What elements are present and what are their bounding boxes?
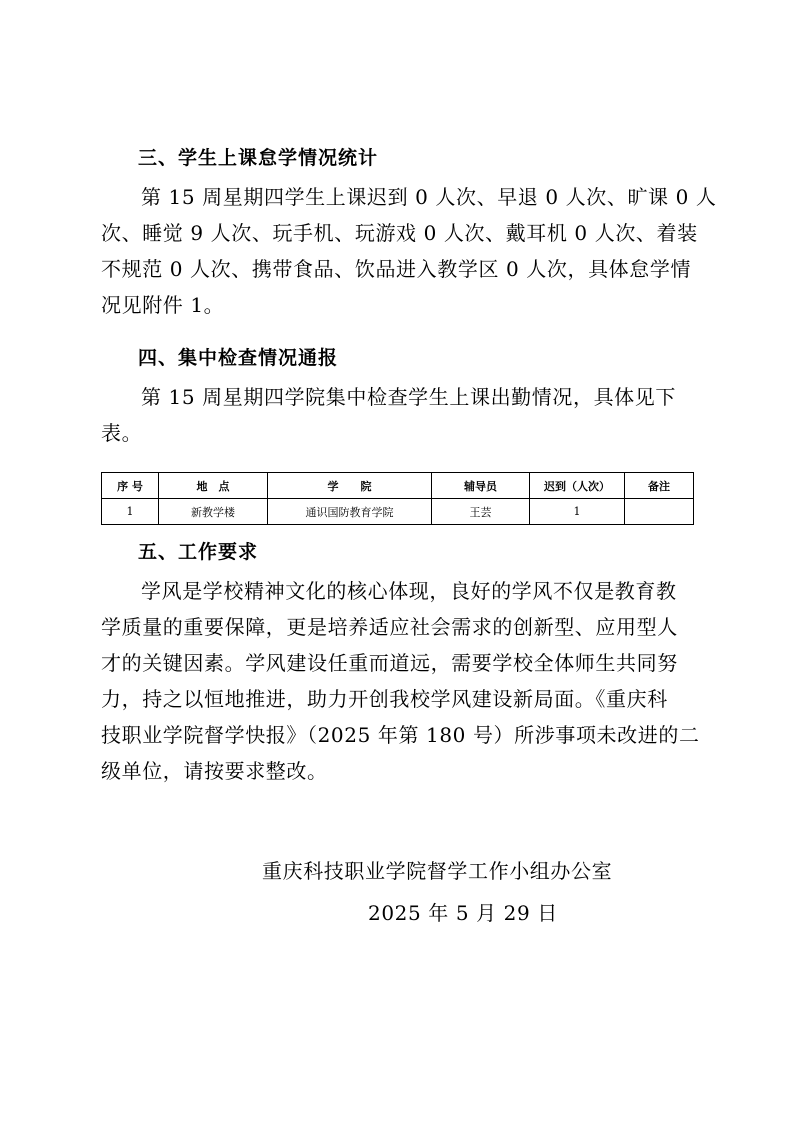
signature-date: 2025 年 5 月 29 日 [368, 901, 558, 925]
section-heading-student-absence: 三、学生上课怠学情况统计 [138, 147, 379, 169]
inspection-paragraph [101, 379, 693, 451]
paragraph-line: 表。 [101, 421, 143, 445]
requirements-paragraph [101, 573, 700, 789]
attendance-table [101, 472, 694, 525]
table-cell-college: 通识国防教育学院 [268, 499, 432, 525]
column-header-college: 学 院 [268, 473, 432, 499]
paragraph-line: 技职业学院督学快报》（2025 年第 180 号）所涉事项未改进的二 [101, 723, 700, 747]
paragraph-line: 才的关键因素。学风建设任重而道远，需要学校全体师生共同努 [101, 651, 678, 675]
column-header-late-count: 迟到（人次） [530, 473, 625, 499]
column-header-remarks: 备注 [625, 473, 694, 499]
table-header-row [102, 473, 694, 499]
paragraph-line: 次、睡觉 9 人次、玩手机、玩游戏 0 人次、戴耳机 0 人次、着装 [101, 221, 698, 245]
paragraph-line: 不规范 0 人次、携带食品、饮品进入教学区 0 人次，具体怠学情 [101, 257, 692, 281]
table-cell-remarks [625, 499, 694, 525]
paragraph-line: 第 15 周星期四学院集中检查学生上课出勤情况，具体见下 [141, 385, 676, 409]
paragraph-line: 学风是学校精神文化的核心体现，良好的学风不仅是教育教 [141, 579, 677, 603]
paragraph-line: 学质量的重要保障，更是培养适应社会需求的创新型、应用型人 [101, 615, 678, 639]
paragraph-line: 第 15 周星期四学生上课迟到 0 人次、早退 0 人次、旷课 0 人 [141, 185, 717, 209]
column-header-counselor: 辅导员 [432, 473, 530, 499]
table-row [102, 499, 694, 525]
table-cell-location: 新教学楼 [159, 499, 268, 525]
section-heading-inspection: 四、集中检查情况通报 [138, 347, 339, 369]
table-cell-late-count: 1 [530, 499, 625, 525]
signature-organization: 重庆科技职业学院督学工作小组办公室 [262, 859, 613, 883]
paragraph-line: 级单位，请按要求整改。 [101, 759, 328, 783]
column-header-location: 地 点 [159, 473, 268, 499]
student-absence-paragraph [101, 179, 717, 323]
paragraph-line: 况见附件 1。 [101, 293, 225, 317]
section-heading-requirements: 五、工作要求 [138, 541, 259, 563]
column-header-number: 序 号 [102, 473, 159, 499]
paragraph-line: 力，持之以恒地推进，助力开创我校学风建设新局面。《重庆科 [101, 687, 668, 711]
table-cell-number: 1 [102, 499, 159, 525]
table-cell-counselor: 王芸 [432, 499, 530, 525]
